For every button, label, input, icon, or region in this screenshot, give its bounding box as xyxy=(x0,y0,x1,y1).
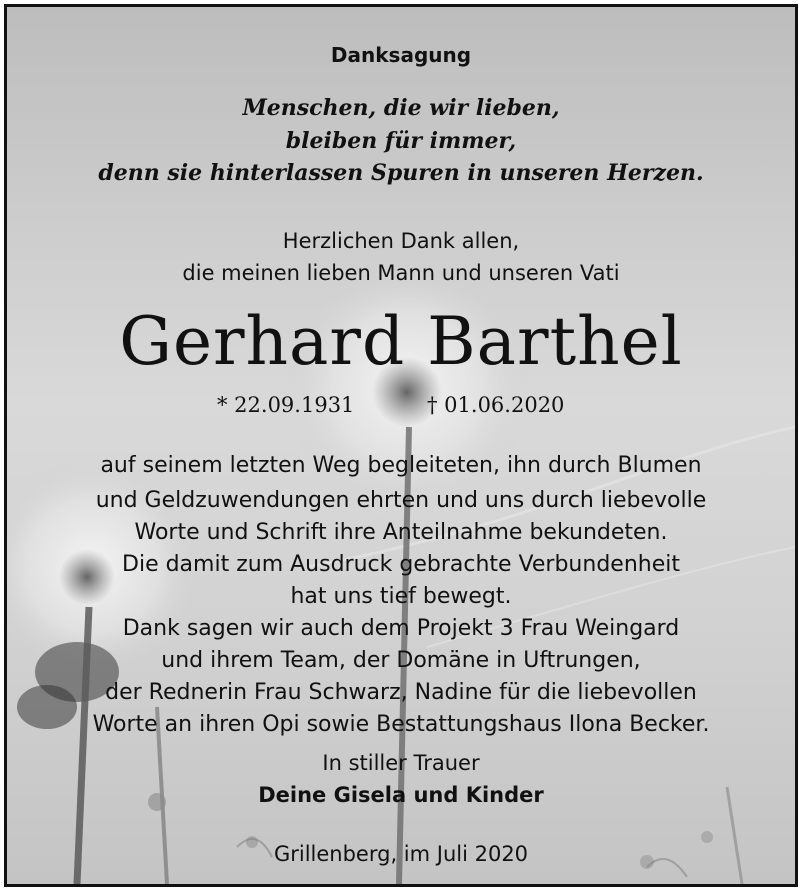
poem-line: denn sie hinterlassen Spuren in unseren Herzen. xyxy=(98,160,704,186)
body-line: hat uns tief bewegt. xyxy=(290,584,512,609)
body-line: Worte und Schrift ihre Anteilnahme bekundeten. xyxy=(134,520,668,545)
notice-text xyxy=(7,7,795,884)
body-line: und ihrem Team, der Domäne in Uftrungen, xyxy=(161,648,641,673)
body-line: Dank sagen wir auch dem Projekt 3 Frau Weingard xyxy=(122,616,680,641)
body-line: und Geldzuwendungen ehrten und uns durch liebevolle xyxy=(95,488,707,513)
signature: Deine Gisela und Kinder xyxy=(258,783,544,807)
heading: Danksagung xyxy=(330,43,472,67)
death-date: † 01.06.2020 xyxy=(427,393,565,417)
obituary-card xyxy=(4,4,798,887)
body-line: Die damit zum Ausdruck gebrachte Verbundenheit xyxy=(122,552,680,577)
deceased-name: Gerhard Barthel xyxy=(119,303,683,380)
poem-line: bleiben für immer, xyxy=(285,128,517,154)
intro-line: die meinen lieben Mann und unseren Vati xyxy=(182,261,620,285)
place-and-date: Grillenberg, im Juli 2020 xyxy=(273,842,529,866)
birth-date: * 22.09.1931 xyxy=(217,393,355,417)
closing-phrase: In stiller Trauer xyxy=(322,751,480,775)
body-line: Worte an ihren Opi sowie Bestattungshaus Ilona Becker. xyxy=(92,712,710,737)
body-line: auf seinem letzten Weg begleiteten, ihn durch Blumen xyxy=(100,453,702,478)
intro-line: Herzlichen Dank allen, xyxy=(282,229,520,253)
body-line: der Rednerin Frau Schwarz, Nadine für die liebevollen xyxy=(105,680,697,705)
poem-line: Menschen, die wir lieben, xyxy=(242,95,560,121)
